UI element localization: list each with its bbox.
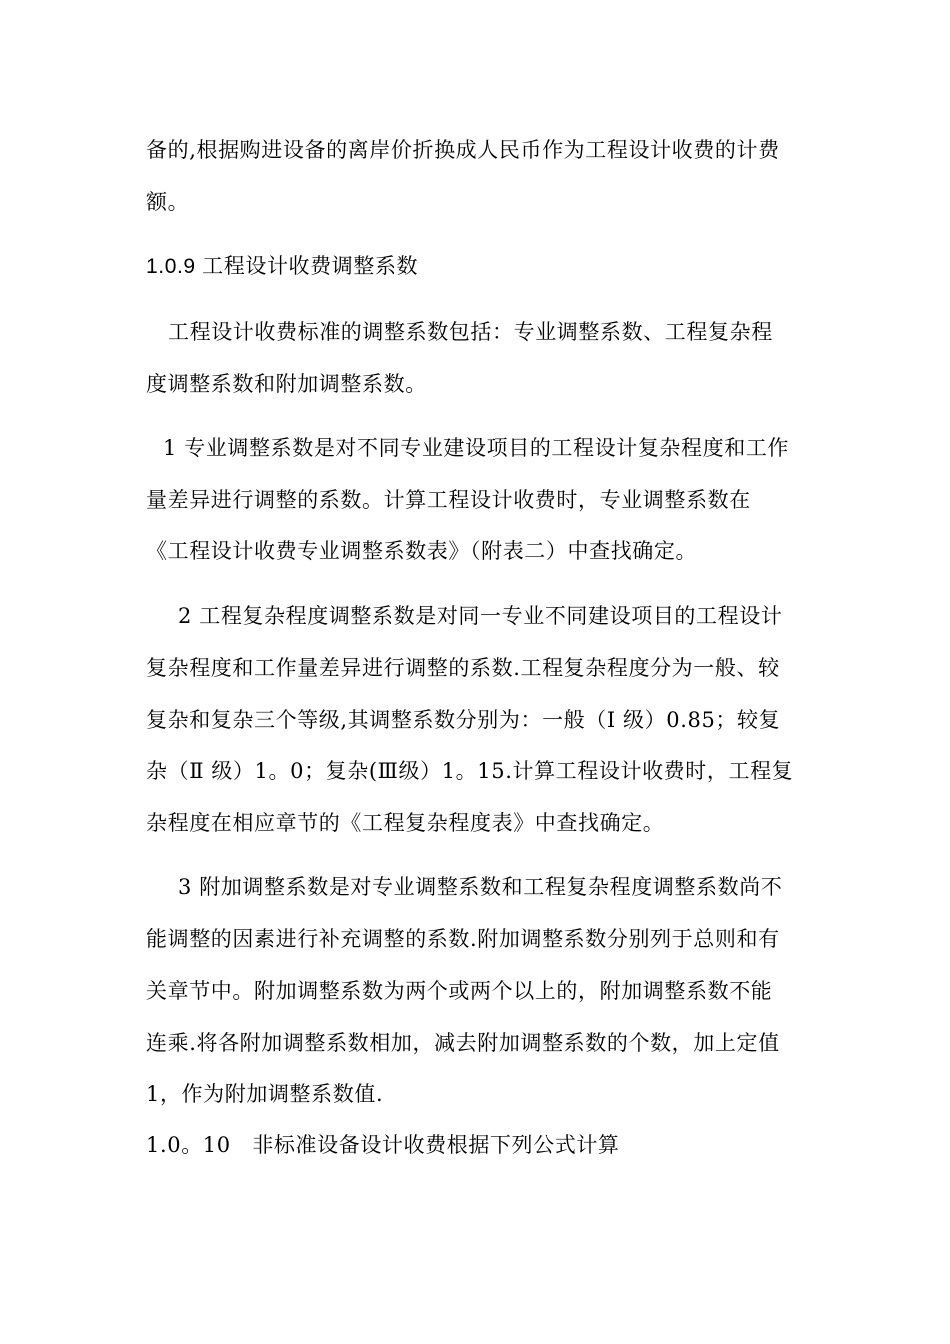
item-1-line-1: 1 专业调整系数是对不同专业建设项目的工程设计复杂程度和工作 (163, 436, 790, 460)
item-1-line-2: 量差异进行调整的系数。计算工程设计收费时，专业调整系数在 (146, 488, 751, 512)
paragraph-line-3: 工程设计收费标准的调整系数包括：专业调整系数、工程复杂程 (168, 320, 773, 344)
item-3-line-2: 能调整的因素进行补充调整的系数.附加调整系数分别列于总则和有 (146, 927, 780, 951)
section-heading-1-0-9: 1.0.9 工程设计收费调整系数 (146, 255, 419, 278)
item-3-line-5: 1，作为附加调整系数值. (146, 1082, 384, 1106)
item-2-line-1: 2 工程复杂程度调整系数是对同一专业不同建设项目的工程设计 (178, 604, 783, 628)
paragraph-line-2: 额。 (146, 190, 190, 214)
item-3-line-4: 连乘.将各附加调整系数相加，减去附加调整系数的个数，加上定值 (146, 1031, 780, 1055)
item-2-line-3: 复杂和复杂三个等级,其调整系数分别为：一般（Ⅰ 级）0.85；较复 (146, 708, 781, 732)
paragraph-line-1: 备的,根据购进设备的离岸价折换成人民币作为工程设计收费的计费 (146, 138, 780, 162)
paragraph-line-4: 度调整系数和附加调整系数。 (146, 372, 427, 396)
item-3-line-3: 关章节中。附加调整系数为两个或两个以上的，附加调整系数不能 (146, 979, 773, 1003)
item-2-line-2: 复杂程度和工作量差异进行调整的系数.工程复杂程度分为一般、较 (146, 656, 780, 680)
item-2-line-5: 杂程度在相应章节的《工程复杂程度表》中查找确定。 (146, 811, 665, 835)
item-1-line-3: 《工程设计收费专业调整系数表》（附表二）中查找确定。 (146, 539, 698, 563)
item-2-line-4: 杂（Ⅱ 级）1。0；复杂(Ⅲ级）1。15.计算工程设计收费时，工程复 (146, 759, 794, 783)
section-heading-1-0-10: 1.0。10 非标准设备设计收费根据下列公式计算 (146, 1133, 620, 1157)
item-3-line-1: 3 附加调整系数是对专业调整系数和工程复杂程度调整系数尚不 (178, 875, 783, 899)
